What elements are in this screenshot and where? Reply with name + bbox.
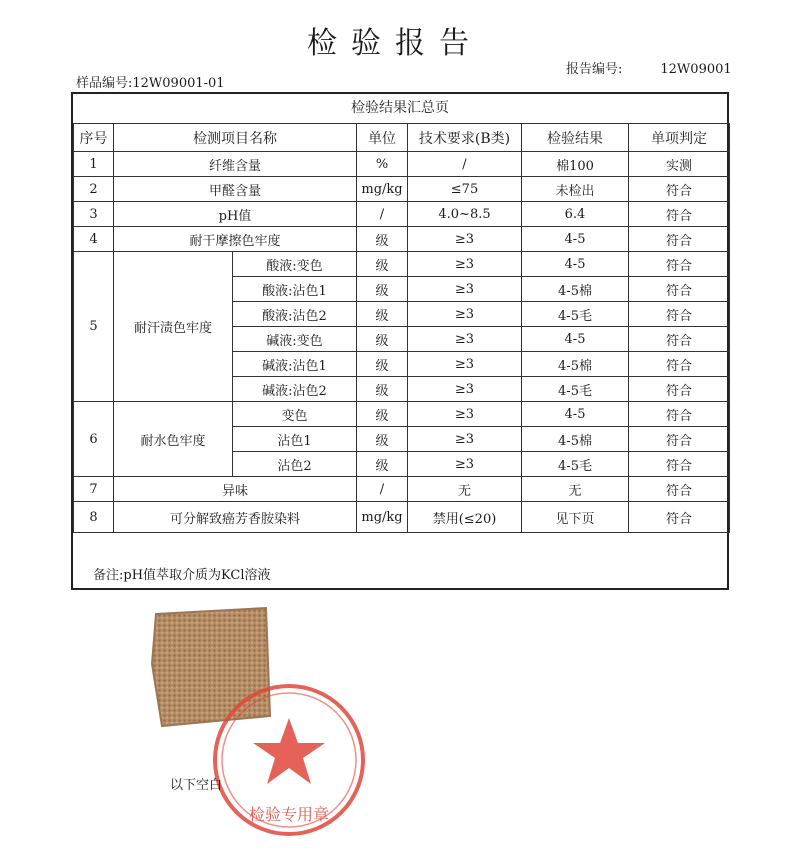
cell-result: 4-5棉 (522, 427, 629, 452)
cell-requirement: / (408, 152, 522, 177)
cell-verdict: 符合 (629, 427, 730, 452)
cell-result: 4-5 (522, 227, 629, 252)
cell-verdict: 符合 (629, 177, 730, 202)
cell-verdict: 符合 (629, 327, 730, 352)
cell-result: 4-5 (522, 252, 629, 277)
table-row (74, 502, 730, 533)
cell-unit: 级 (357, 277, 408, 302)
cell-requirement: ≥3 (408, 377, 522, 402)
cell-unit: 级 (357, 327, 408, 352)
summary-title: 检验结果汇总页 (351, 100, 449, 116)
cell-item: pH值 (114, 202, 357, 227)
cell-result: 棉100 (522, 152, 629, 177)
col-header-result: 检验结果 (522, 124, 629, 152)
report-number-value: 12W09001 (660, 62, 732, 77)
table-row (74, 152, 730, 177)
table-row (74, 202, 730, 227)
cell-subitem: 沾色2 (233, 452, 357, 477)
cell-result: 4-5毛 (522, 302, 629, 327)
cell-subitem: 酸液:沾色1 (233, 277, 357, 302)
table-row (74, 477, 730, 502)
cell-result: 4-5 (522, 402, 629, 427)
cell-result: 无 (522, 477, 629, 502)
cell-requirement: ≥3 (408, 227, 522, 252)
cell-requirement: ≥3 (408, 277, 522, 302)
cell-subitem: 酸液:变色 (233, 252, 357, 277)
cell-verdict: 符合 (629, 377, 730, 402)
cell-unit: mg/kg (357, 177, 408, 202)
seal-bottom-text: 检验专用章 (248, 805, 330, 824)
cell-verdict: 符合 (629, 402, 730, 427)
cell-unit: 级 (357, 227, 408, 252)
cell-requirement: ≤75 (408, 177, 522, 202)
cell-unit: 级 (357, 252, 408, 277)
cell-requirement: ≥3 (408, 402, 522, 427)
col-header-unit: 单位 (357, 124, 408, 152)
cell-item: 可分解致癌芳香胺染料 (114, 502, 357, 533)
cell-unit: 级 (357, 377, 408, 402)
cell-requirement: ≥3 (408, 327, 522, 352)
cell-result: 6.4 (522, 202, 629, 227)
cell-no: 2 (74, 177, 114, 202)
cell-unit: 级 (357, 427, 408, 452)
cell-verdict: 符合 (629, 227, 730, 252)
report-number-label: 报告编号: (566, 62, 623, 77)
cell-verdict: 符合 (629, 477, 730, 502)
cell-requirement: 禁用(≤20) (408, 502, 522, 533)
cell-subitem: 碱液:沾色2 (233, 377, 357, 402)
cell-verdict: 符合 (629, 502, 730, 533)
cell-subitem: 变色 (233, 402, 357, 427)
cell-result: 见下页 (522, 502, 629, 533)
cell-requirement: ≥3 (408, 302, 522, 327)
table-header-row (74, 124, 730, 152)
cell-unit: 级 (357, 402, 408, 427)
cell-item: 甲醛含量 (114, 177, 357, 202)
cell-requirement: ≥3 (408, 427, 522, 452)
cell-verdict: 符合 (629, 452, 730, 477)
cell-verdict: 实测 (629, 152, 730, 177)
table-row (74, 227, 730, 252)
table-note: 备注:pH值萃取介质为KCl溶液 (93, 568, 271, 583)
cell-unit: / (357, 202, 408, 227)
cell-verdict: 符合 (629, 302, 730, 327)
report-number (566, 58, 732, 77)
cell-subitem: 碱液:变色 (233, 327, 357, 352)
cell-verdict: 符合 (629, 277, 730, 302)
cell-no: 3 (74, 202, 114, 227)
cell-requirement: 无 (408, 477, 522, 502)
table-row (74, 177, 730, 202)
cell-no: 8 (74, 502, 114, 533)
cell-subitem: 碱液:沾色1 (233, 352, 357, 377)
cell-no: 1 (74, 152, 114, 177)
col-header-item: 检测项目名称 (114, 124, 357, 152)
official-seal-stamp (204, 680, 374, 840)
cell-requirement: ≥3 (408, 252, 522, 277)
summary-frame (71, 92, 729, 590)
cell-unit: 级 (357, 452, 408, 477)
cell-verdict: 符合 (629, 352, 730, 377)
cell-no: 4 (74, 227, 114, 252)
report-title: 检验报告 (307, 26, 483, 61)
cell-result: 4-5棉 (522, 277, 629, 302)
cell-requirement: ≥3 (408, 452, 522, 477)
cell-unit: 级 (357, 352, 408, 377)
cell-no: 7 (74, 477, 114, 502)
cell-no: 6 (74, 402, 114, 477)
cell-result: 4-5毛 (522, 377, 629, 402)
cell-result: 未检出 (522, 177, 629, 202)
cell-subitem: 酸液:沾色2 (233, 302, 357, 327)
col-header-verdict: 单项判定 (629, 124, 730, 152)
cell-item: 纤维含量 (114, 152, 357, 177)
cell-subitem: 沾色1 (233, 427, 357, 452)
cell-result: 4-5毛 (522, 452, 629, 477)
cell-item: 耐汗渍色牢度 (114, 252, 233, 402)
cell-unit: / (357, 477, 408, 502)
col-header-no: 序号 (74, 124, 114, 152)
cell-result: 4-5棉 (522, 352, 629, 377)
cell-item: 异味 (114, 477, 357, 502)
cell-unit: mg/kg (357, 502, 408, 533)
cell-no: 5 (74, 252, 114, 402)
sample-number: 样品编号:12W09001-01 (76, 76, 225, 91)
cell-verdict: 符合 (629, 252, 730, 277)
cell-item: 耐干摩擦色牢度 (114, 227, 357, 252)
table-row (74, 402, 730, 427)
cell-item: 耐水色牢度 (114, 402, 233, 477)
cell-requirement: 4.0~8.5 (408, 202, 522, 227)
cell-verdict: 符合 (629, 202, 730, 227)
cell-requirement: ≥3 (408, 352, 522, 377)
cell-unit: % (357, 152, 408, 177)
table-row (74, 252, 730, 277)
col-header-requirement: 技术要求(B类) (408, 124, 522, 152)
blank-below-text: 以下空白 (170, 778, 223, 793)
cell-result: 4-5 (522, 327, 629, 352)
results-table (73, 123, 730, 533)
cell-unit: 级 (357, 302, 408, 327)
